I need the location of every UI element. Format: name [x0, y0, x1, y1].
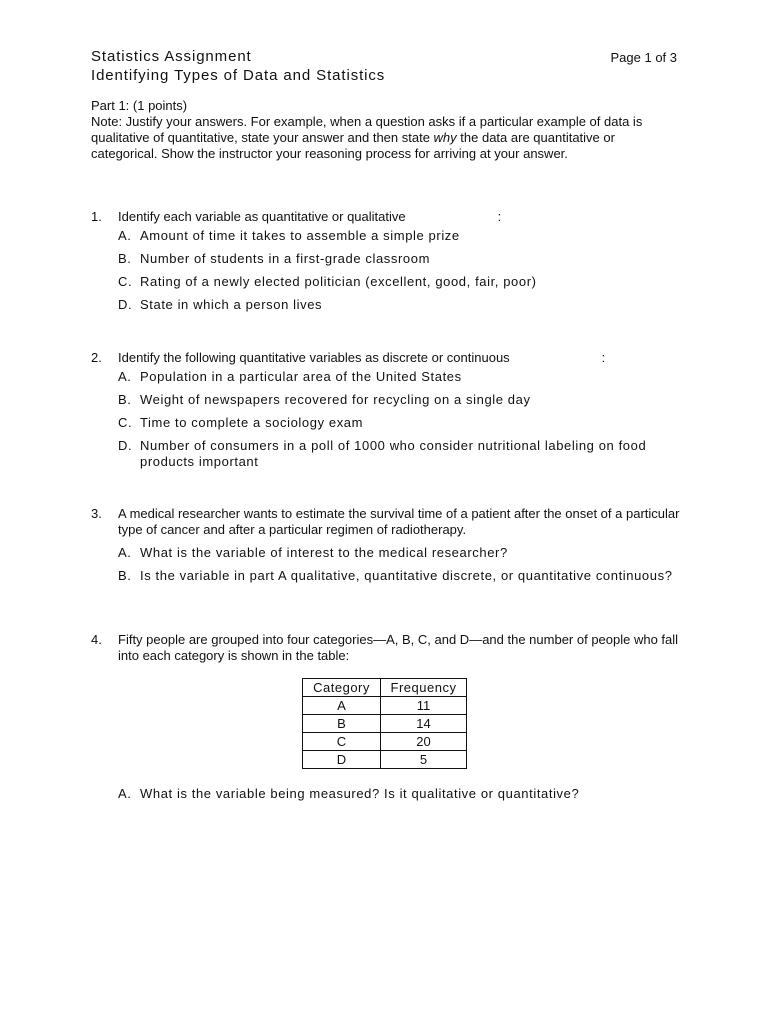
note-emphasis: why [433, 130, 457, 145]
page-number: Page 1 of 3 [610, 50, 677, 65]
table-cell: 20 [381, 733, 467, 751]
question-suffix: : [601, 350, 606, 365]
table-row [303, 733, 467, 751]
question-number: 4. [91, 632, 102, 647]
list-item: C. Rating of a newly elected politician (excellent, good, fair, poor) [118, 274, 537, 289]
table-row [303, 715, 467, 733]
question-number: 1. [91, 209, 102, 224]
list-item: B. Number of students in a first-grade classroom [118, 251, 430, 266]
question-2 [91, 350, 681, 470]
list-item: C. Time to complete a sociology exam [118, 415, 364, 430]
table-cell: D [303, 751, 381, 769]
question-text: Fifty people are grouped into four categories—A, B, C, and D—and the number of people who fall into each category is shown in the table: [118, 632, 679, 663]
table-cell: 5 [381, 751, 467, 769]
part-label: Part 1: (1 points) [91, 98, 188, 113]
instruction-note [91, 114, 676, 162]
question-1 [91, 209, 681, 313]
column-header: Frequency [381, 679, 467, 697]
column-header: Category [303, 679, 381, 697]
table-cell: 11 [381, 697, 467, 715]
question-number: 3. [91, 506, 102, 521]
question-3 [91, 506, 681, 584]
list-item: A. Amount of time it takes to assemble a simple prize [118, 228, 460, 243]
intro-section [91, 98, 676, 162]
list-item: D. State in which a person lives [118, 297, 323, 312]
question-text: Identify each variable as quantitative or qualitative : [118, 209, 502, 224]
question-text: Identify the following quantitative variables as discrete or continuous : [118, 350, 606, 365]
table-row [303, 751, 467, 769]
question-text: A medical researcher wants to estimate the survival time of a patient after the onset of a particular type of cancer and after a particular regimen of radiotherapy. [118, 506, 680, 537]
question-number: 2. [91, 350, 102, 365]
table-cell: 14 [381, 715, 467, 733]
table-cell: B [303, 715, 381, 733]
table-row [303, 697, 467, 715]
note-text-end: the data are quantitative or categorical. Show the instructor your reasoning process for arriving at your answer. [91, 130, 615, 161]
list-item: B. Is the variable in part A qualitative, quantitative discrete, or quantitative continuous? [118, 568, 673, 583]
list-item: D. Number of consumers in a poll of 1000 who consider nutritional labeling on food products important [118, 438, 647, 469]
list-item: A. What is the variable of interest to the medical researcher? [118, 545, 508, 560]
list-item: B. Weight of newspapers recovered for recycling on a single day [118, 392, 531, 407]
table-cell: A [303, 697, 381, 715]
frequency-table [302, 678, 467, 769]
list-item: A. Population in a particular area of the United States [118, 369, 462, 384]
question-4 [91, 632, 681, 664]
table-header-row [303, 679, 467, 697]
note-text: Note: Justify your answers. For example, when a question asks if a particular example of data is qualitative of quantitative, state your answer and then state [91, 114, 643, 145]
document-subtitle: Identifying Types of Data and Statistics [91, 67, 386, 84]
document-header [91, 47, 385, 85]
question-suffix: : [497, 209, 502, 224]
list-item: A. What is the variable being measured? Is it qualitative or quantitative? [118, 786, 580, 801]
document-title: Statistics Assignment [91, 48, 252, 65]
table-cell: C [303, 733, 381, 751]
